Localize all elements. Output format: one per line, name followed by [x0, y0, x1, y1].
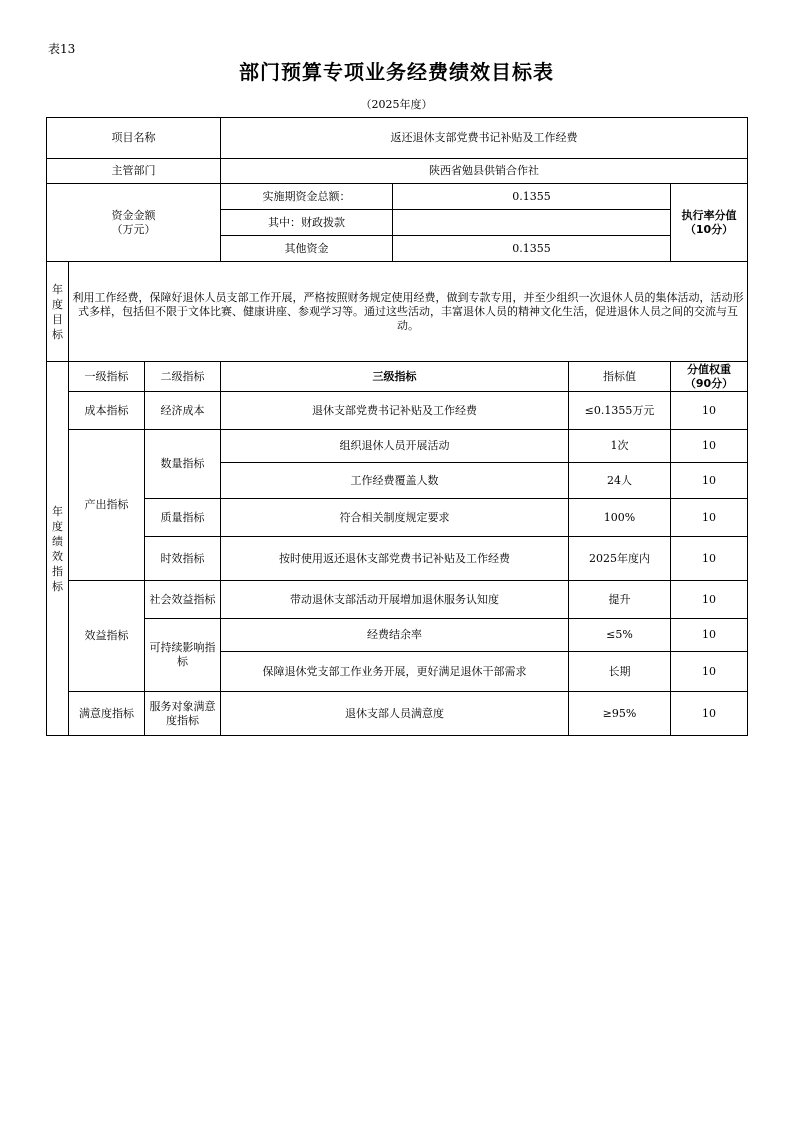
indicator-item: 组织退休人员开展活动: [221, 430, 569, 463]
project-name-row: [47, 118, 748, 159]
table-row: [47, 430, 748, 463]
project-name-value: 返还退休支部党费书记补贴及工作经费: [221, 118, 748, 159]
indicator-header-row: [47, 362, 748, 392]
level2-service-satisfaction: 服务对象满意度指标: [145, 692, 221, 736]
header-level1: 一级指标: [69, 362, 145, 392]
header-level3: 三级指标: [221, 362, 569, 392]
indicator-value: ≤5%: [569, 619, 671, 652]
table-number: 表13: [48, 42, 76, 56]
annual-goal-label: [47, 262, 69, 362]
indicator-item: 保障退休党支部工作业务开展，更好满足退休干部需求: [221, 652, 569, 692]
indicator-item: 带动退休支部活动开展增加退休服务认知度: [221, 581, 569, 619]
funds-other-value: 0.1355: [393, 236, 671, 262]
budget-year: （2025年度）: [360, 98, 433, 111]
table-row: [47, 581, 748, 619]
indicator-value: 2025年度内: [569, 537, 671, 581]
funds-fiscal-value: [393, 210, 671, 236]
indicator-item: 经费结余率: [221, 619, 569, 652]
indicator-weight: 10: [671, 392, 748, 430]
table-row: [47, 537, 748, 581]
indicator-item: 符合相关制度规定要求: [221, 499, 569, 537]
project-name-label: 项目名称: [47, 118, 221, 159]
level2-quality: 质量指标: [145, 499, 221, 537]
table-row: [47, 499, 748, 537]
indicator-side-label-text: 年度绩效指标: [52, 504, 63, 593]
indicator-weight: 10: [671, 430, 748, 463]
indicator-item: 工作经费覆盖人数: [221, 463, 569, 499]
indicator-value: 1次: [569, 430, 671, 463]
level2-quantity: 数量指标: [145, 430, 221, 499]
level2-economic-cost: 经济成本: [145, 392, 221, 430]
indicator-value: 长期: [569, 652, 671, 692]
funds-total-row: [47, 184, 748, 210]
level1-satisfaction: 满意度指标: [69, 692, 145, 736]
table-row: [47, 619, 748, 652]
page-title: 部门预算专项业务经费绩效目标表: [239, 60, 554, 84]
performance-target-table: [46, 117, 748, 736]
level2-sustainability: 可持续影响指标: [145, 619, 221, 692]
funds-total-label: 实施期资金总额：: [221, 184, 393, 210]
indicator-value: ≤0.1355万元: [569, 392, 671, 430]
header-value: 指标值: [569, 362, 671, 392]
department-value: 陕西省勉县供销合作社: [221, 159, 748, 184]
funds-fiscal-label: 其中：财政拨款: [221, 210, 393, 236]
level1-cost: 成本指标: [69, 392, 145, 430]
indicator-item: 退休支部党费书记补贴及工作经费: [221, 392, 569, 430]
department-label: 主管部门: [47, 159, 221, 184]
execution-rate-score: 执行率分值 （10分）: [671, 184, 748, 262]
indicator-value: 提升: [569, 581, 671, 619]
level1-benefit: 效益指标: [69, 581, 145, 692]
header-level2: 二级指标: [145, 362, 221, 392]
annual-goal-label-text: 年度目标: [52, 282, 63, 341]
indicator-weight: 10: [671, 463, 748, 499]
indicator-weight: 10: [671, 499, 748, 537]
annual-goal-text: 利用工作经费，保障好退休人员支部工作开展，严格按照财务规定使用经费，做到专款专用，并至少组织一次退休人员的集体活动，活动形式多样，包括但不限于文体比赛、健康讲座、参观学习等。通过这些活动，丰富退休人员的精神文化生活，促进退休人员之间的交流与互动。: [69, 262, 748, 362]
department-row: [47, 159, 748, 184]
indicator-item: 退休支部人员满意度: [221, 692, 569, 736]
table-row: [47, 692, 748, 736]
indicator-weight: 10: [671, 619, 748, 652]
funds-label: 资金金额 （万元）: [47, 184, 221, 262]
indicator-weight: 10: [671, 652, 748, 692]
indicator-side-label: [47, 362, 69, 736]
table-row: [47, 392, 748, 430]
header-weight: 分值权重 （90分）: [671, 362, 748, 392]
indicator-item: 按时使用返还退休支部党费书记补贴及工作经费: [221, 537, 569, 581]
indicator-value: 24人: [569, 463, 671, 499]
indicator-weight: 10: [671, 581, 748, 619]
level1-output: 产出指标: [69, 430, 145, 581]
funds-other-label: 其他资金: [221, 236, 393, 262]
indicator-weight: 10: [671, 692, 748, 736]
funds-total-value: 0.1355: [393, 184, 671, 210]
level2-timeliness: 时效指标: [145, 537, 221, 581]
annual-goal-row: [47, 262, 748, 362]
indicator-value: ≥95%: [569, 692, 671, 736]
indicator-value: 100%: [569, 499, 671, 537]
level2-social-benefit: 社会效益指标: [145, 581, 221, 619]
indicator-weight: 10: [671, 537, 748, 581]
